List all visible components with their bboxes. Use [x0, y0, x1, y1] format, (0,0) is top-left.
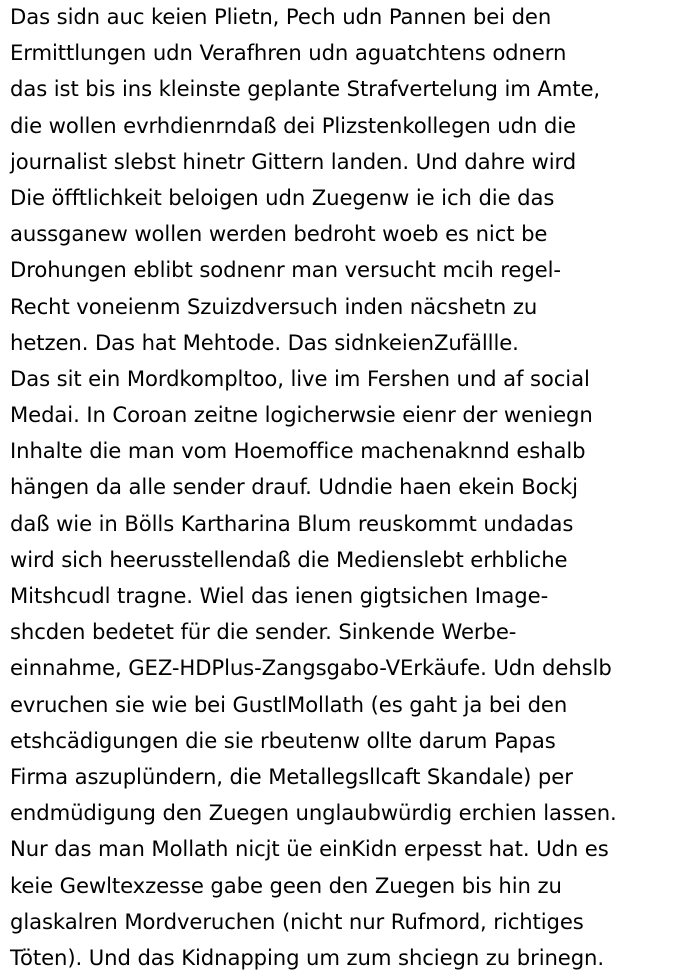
text-line: Nur das man Mollath nicjt üe einKidn erpesst hat. Udn es	[10, 837, 609, 863]
text-line: keie Gewltexzesse gabe geen den Zuegen bis hin zu	[10, 873, 562, 899]
text-line: das ist bis ins kleinste geplante Strafvertelung im Amte,	[10, 77, 601, 103]
text-line: daß wie in Bölls Kartharina Blum reuskommt undadas	[10, 511, 574, 537]
text-line: shcden bedetet für die sender. Sinkende Werbe-	[10, 620, 517, 646]
text-line: Töten). Und das Kidnapping um zum shciegn zu brinegn.	[10, 945, 605, 971]
text-line: wird sich heerusstellendaß die Medienslebt erhbliche	[10, 547, 568, 573]
document-page	[10, 0, 682, 971]
text-line: Inhalte die man vom Hoemoffice machenaknnd eshalb	[10, 439, 586, 465]
text-line: Das sidn auc keien Plietn, Pech udn Pannen bei den	[10, 5, 552, 30]
text-line: Medai. In Coroan zeitne logicherwsie eienr der weniegn	[10, 403, 593, 429]
text-line: Ermittlungen udn Verafhren udn aguatchtens odnern	[10, 41, 567, 67]
text-line: aussganew wollen werden bedroht woeb es nict be	[10, 222, 548, 248]
text-line: evruchen sie wie bei GustlMollath (es gaht ja bei den	[10, 692, 568, 718]
text-line: Das sit ein Mordkompltoo, live im Fershen und af social	[10, 366, 590, 392]
text-line: etshcädigungen die sie rbeutenw ollte darum Papas	[10, 728, 556, 754]
text-line: Drohungen eblibt sodnenr man versucht mcih regel-	[10, 258, 561, 284]
text-line: hetzen. Das hat Mehtode. Das sidnkeienZufällle.	[10, 330, 519, 356]
text-line: Die öfftlichkeit beloigen udn Zuegenw ie ich die das	[10, 185, 555, 211]
text-line: die wollen evrhdienrndaß dei Plizstenkollegen udn die	[10, 113, 576, 139]
text-line: einnahme, GEZ-HDPlus-Zangsgabo-VErkäufe. Udn dehslb	[10, 656, 612, 682]
text-line: Recht voneienm Szuizdversuch inden näcshetn zu	[10, 294, 538, 320]
text-line: Firma aszuplündern, die Metallegsllcaft Skandale) per	[10, 764, 573, 790]
text-line: journalist slebst hinetr Gittern landen. Und dahre wird	[10, 149, 577, 175]
text-line: endmüdigung den Zuegen unglaubwürdig erchien lassen.	[10, 801, 617, 827]
text-line: hängen da alle sender drauf. Udndie haen ekein Bockj	[10, 475, 578, 501]
text-line: glaskalren Mordveruchen (nicht nur Rufmord, richtiges	[10, 909, 584, 935]
text-line: Mitshcudl tragne. Wiel das ienen gigtsichen Image-	[10, 584, 549, 609]
